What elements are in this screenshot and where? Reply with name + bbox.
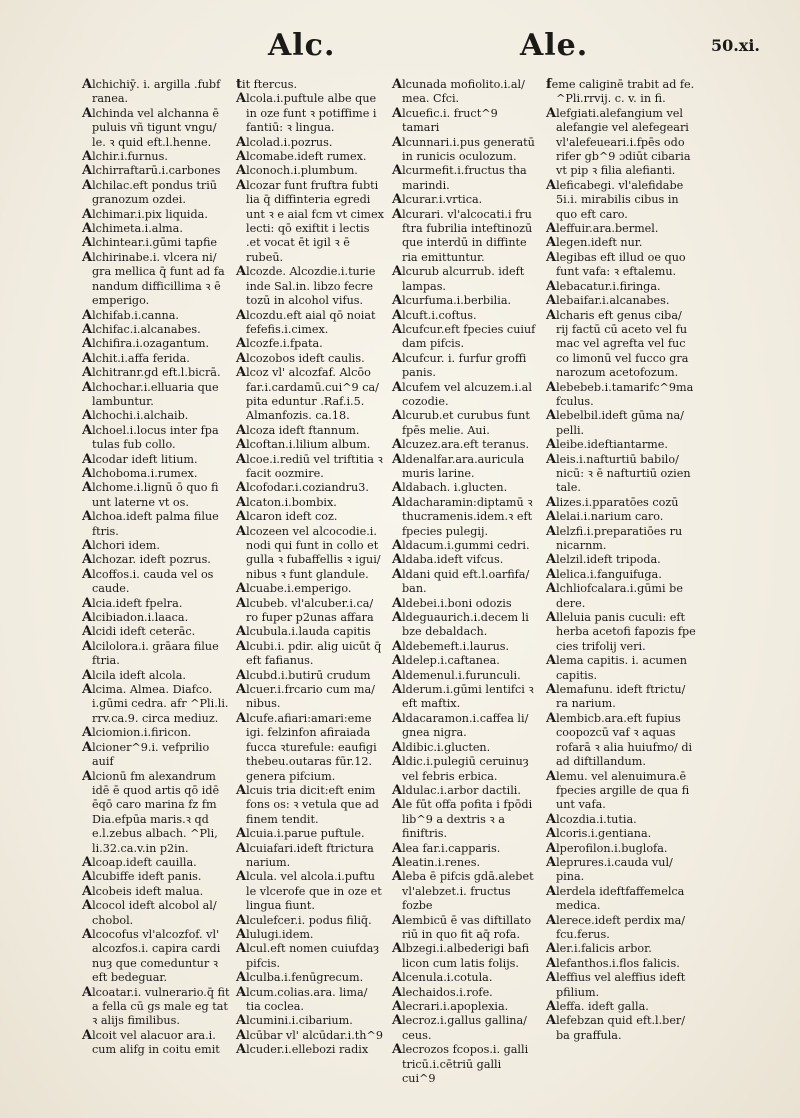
glossary-entry: Alchoa.ideft palma filue ftris. [82, 509, 219, 538]
glossary-entry: Alcenula.i.cotula. [392, 970, 493, 986]
glossary-entry: Alcufem vel alcuzem.i.al cozodie. [392, 379, 532, 408]
glossary-entry: Alebaifar.i.alcanabes. [546, 293, 670, 309]
glossary-entry: Alcurfuma.i.berbilia. [392, 293, 512, 309]
glossary-entry: Alcola.i.puftule albe que in oze funt ꝛ potiffime i fantiū: ꝛ lingua. [236, 91, 377, 135]
glossary-entry: Aldabach. i.glucten. [392, 480, 508, 496]
glossary-entry: Aler.i.falicis arbor. [546, 941, 652, 957]
glossary-entry: Alcuia.i.parue puftule. [236, 826, 365, 842]
glossary-entry: Alecrari.i.apoplexia. [392, 999, 509, 1014]
glossary-entry: Alcurari. vl'alcocati.i fru ftra fubrilia inteftinozū que interdū in diffinte ria emittuntur. [392, 206, 533, 264]
glossary-entry: Alcula. vel alcola.i.puftu le vlcerofe que in oze et lingua fiunt. [236, 869, 382, 913]
glossary-entry: Alcioner^9.i. vefprilio auif [82, 739, 210, 769]
glossary-entry: Alemu. vel alenuimura.ē fpecies argille de qua fi unt vafa. [546, 768, 690, 812]
glossary-entry: Alcozar funt fruftra fubti lia q̄ diffinteria egredi unt ꝛ e aial fcm vt cimex lecti: qō exiftit i lectis .et vocat ēt igil ꝛ ē rubeū. [236, 177, 384, 264]
glossary-entry: Alchichiȳ. i. argilla .fubf ranea. [82, 77, 221, 106]
glossary-entry: Aldacum.i.gummi cedri. [392, 538, 530, 553]
glossary-entry: Aldebei.i.boni odozis [392, 595, 512, 611]
glossary-entry: Alcoatar.i. vulnerario.q̄ fit a fella cū gs male eg tat ꝛ alijs fimilibus. [82, 984, 230, 1028]
glossary-entry: Alemafunu. ideft ftrictu/ ra narium. [546, 682, 686, 711]
glossary-entry: Aldaba.ideft vifcus. [392, 552, 504, 568]
glossary-entry: Alchit.i.affa ferida. [82, 350, 190, 366]
glossary-entry: Alcufe.afiari:amari:eme igi. felzinfon afiraiada fucca ꝛturefule: eaufigi thebeu.outaras fūr.12. genera pifcium. [236, 710, 377, 783]
glossary-entry: Alcidi ideft ceterāc. [82, 624, 196, 640]
glossary-entry: Alema capitis. i. acumen capitis. [546, 653, 687, 682]
glossary-entry: Alcoit vel alacuor ara.i. cum alifg in coitu emit [82, 1027, 220, 1057]
glossary-entry: Alcubi.i. pdir. alig uicūt q̄ eft fafianus. [236, 638, 382, 668]
glossary-entry: Alebacatur.i.firinga. [546, 278, 661, 294]
glossary-entry: Alebelbil.ideft gūma na/ pelli. [546, 408, 684, 437]
glossary-entry: Alcuft.i.coftus. [392, 307, 477, 323]
glossary-entry: Alperofilon.i.buglofa. [546, 840, 668, 856]
glossary-entry: Alcufcur.eft fpecies cuiuf dam pifcis. [392, 321, 536, 351]
glossary-entry: Alchimar.i.pix liquida. [82, 206, 208, 222]
glossary-entry: Alcoza ideft ftannum. [236, 422, 360, 438]
glossary-entry: Aldemenul.i.furunculi. [392, 667, 521, 683]
glossary-entry: Alchintear.i.gūmi tapfie [82, 235, 218, 251]
glossary-entry: Alchliofcalara.i.gūmi be dere. [546, 581, 683, 610]
glossary-entry: Aldulac.i.arbor dactili. [392, 782, 521, 798]
glossary-entry: Alchori idem. [82, 538, 160, 553]
glossary-entry: Alelzil.ideft tripoda. [546, 552, 661, 568]
glossary-entry: Alchirinabe.i. vlcera ni/ gra mellica q̄ funt ad fa nandum difficillima ꝛ ē emperigo. [82, 249, 225, 308]
glossary-entry: Aleprures.i.cauda vul/ pina. [546, 854, 673, 884]
glossary-entry: Alcurub alcurrub. ideft lampas. [392, 264, 525, 293]
glossary-entry: Alcila ideft alcola. [82, 667, 186, 683]
folio-number: 50.xi. [710, 36, 760, 55]
text-column-3 [392, 78, 538, 1086]
glossary-entry: Alefebzan quid eft.l.ber/ ba graffula. [546, 1013, 686, 1042]
glossary-entry: Alcia.ideft fpelra. [82, 595, 183, 611]
glossary-entry: Alleluia panis cuculi: eft herba acetofi fapozis fpe cies trifolij veri. [546, 610, 696, 653]
glossary-entry: Alcuder.i.ellebozi radix [236, 1042, 369, 1058]
glossary-entry: Alecrozos fcopos.i. galli tricū.i.cētriū galli cui^9 [392, 1042, 529, 1086]
glossary-entry: Alcoffos.i. cauda vel os caude. [82, 566, 214, 596]
glossary-entry: Alchinda vel alchanna ē puluis vñ tigunt vngu/ le. ꝛ quid eft.l.henne. [82, 105, 220, 149]
glossary-entry: Alcuiafari.ideft ftrictura narium. [236, 840, 374, 869]
glossary-entry: Alcima. Almea. Diafco. i.gūmi cedra. afr ^Pli.li. rrv.ca.9. circa mediuz. [82, 682, 229, 725]
glossary-entry: Alegen.ideft nur. [546, 235, 643, 251]
glossary-entry: Alizes.i.pparatōes cozū [546, 494, 679, 510]
glossary-entry: Aldibic.i.glucten. [392, 739, 491, 755]
glossary-entry: Alcoftan.i.lilium album. [236, 437, 371, 453]
glossary-entry: Alcobeis ideft malua. [82, 883, 204, 899]
glossary-entry: Alchilac.eft pondus triū granozum ozdei. [82, 177, 217, 207]
glossary-entry: Alcoz vl' alcozfaf. Alcōo far.i.cardamū.cui^9 ca/ pita eduntur .Raf.i.5. Almanfozis. ca.18. [236, 365, 379, 423]
glossary-entry: Alcodar ideft litium. [82, 451, 198, 467]
glossary-entry: Alchirraftarū.i.carbones [82, 163, 221, 179]
running-head-left: Alc. [268, 28, 336, 63]
text-column-4 [546, 78, 696, 1043]
glossary-entry: Aldeguaurich.i.decem li bze debaldach. [392, 610, 529, 639]
glossary-entry: Aldebemeft.i.laurus. [392, 638, 510, 654]
glossary-entry: Aleba ē pifcis gdā.alebet vl'alebzet.i. fructus fozbe [392, 869, 534, 913]
glossary-entry: Alcofodar.i.cozіandru3. [236, 480, 369, 496]
glossary-entry: Alcubeb. vl'alcuber.i.ca/ ro fuper p2unas affara [236, 595, 374, 625]
glossary-entry: Alculefcer.i. podus filiq̄. [236, 912, 372, 928]
glossary-entry: Alcomabe.ideft rumex. [236, 149, 367, 165]
glossary-entry: Alcuabe.i.emperigo. [236, 581, 352, 597]
glossary-entry: Alcaron ideft coz. [236, 509, 338, 525]
glossary-entry: Alcharis eft genus ciba/ rij factū cū aceto vel fu mac vel agrefta vel fuc co limonū vel fucco gra narozum acetofozum. [546, 307, 689, 380]
glossary-entry: Alefanthos.i.flos falicis. [546, 955, 680, 971]
glossary-entry: tit ftercus. [236, 77, 298, 92]
glossary-entry: Alcilolora.i. grāara filue ftria. [82, 638, 219, 668]
glossary-entry: Alcibiadon.i.laaca. [82, 610, 189, 626]
glossary-entry: Alcubula.i.lauda capitis [236, 624, 371, 640]
glossary-entry: Alcurub.et curubus funt fpēs melie. Aui. [392, 408, 530, 437]
glossary-entry: Alcubiffe ideft panis. [82, 869, 202, 885]
glossary-entry: Alefgiati.alefangium vel alefangie vel alefegeari vl'alefeueari.i.fpēs odo rifer gb^9 ɔdiūt cibaria vt pip ꝛ filia alefianti. [546, 105, 691, 178]
glossary-entry: Aleis.i.nafturtiū babilo/ nicū: ꝛ ē nafturtiū ozien tale. [546, 451, 691, 495]
glossary-entry: Alea far.i.capparis. [392, 840, 501, 856]
glossary-entry: Alcionū fm alexandrum idē ē quod artis qō idē ēqō caro marina fz fm Dia.efpūa maris.ꝛ qd e.l.zebus albach. ^Pli, li.32.ca.v.in p2in. [82, 768, 220, 855]
glossary-entry: Alcozobos ideft caulis. [236, 350, 365, 366]
glossary-entry: Alelai.i.narium caro. [546, 509, 664, 525]
glossary-entry: Alcuefic.i. fruct^9 tamari [392, 105, 498, 135]
glossary-entry: Alcoe.i.rediū vel triftitia ꝛ facit oozmire. [236, 451, 383, 480]
glossary-entry: Alcozde. Alcozdie.i.turie inde Sal.in. libzo fecre tozū in alcohol vifus. [236, 264, 376, 308]
glossary-entry: Alembicū ē vas diftillato riū in quo fit aq̄ rofa. [392, 912, 532, 941]
glossary-entry: Alcocol ideft alcobol al/ chobol. [82, 898, 217, 927]
glossary-entry: Alchifira.i.ozagantum. [82, 336, 210, 352]
glossary-entry: Alebebeb.i.tamarifc^9ma fculus. [546, 379, 694, 408]
glossary-entry: Aleibe.ideftiantarme. [546, 437, 668, 453]
glossary-entry: Alculba.i.fenūgrecum. [236, 970, 364, 986]
glossary-entry: Alulugi.idem. [236, 926, 314, 942]
glossary-entry: Alechaidos.i.rofe. [392, 984, 493, 1000]
glossary-entry: Alcūbar vl' alcūdar.i.th^9 [236, 1027, 383, 1043]
glossary-entry: Aldelep.i.caftanea. [392, 653, 500, 669]
glossary-entry: Alcuzez.ara.eft teranus. [392, 437, 530, 453]
glossary-entry: Alchochi.i.alchaib. [82, 408, 189, 424]
glossary-entry: Alchoel.i.locus inter fpa tulas fub collo. [82, 422, 219, 452]
glossary-entry: Alcozdu.eft aial qō noiat fefefis.i.cimex. [236, 307, 376, 336]
glossary-entry: Alcubd.i.butirū crudum [236, 667, 371, 683]
glossary-entry: Alcunnari.i.pus generatū in runicis oculozum. [392, 134, 535, 164]
glossary-entry: Alcozfe.i.fpata. [236, 336, 323, 352]
glossary-entry: Alcul.eft nomen cuiufdaȝ pifcis. [236, 941, 380, 970]
glossary-entry: Alchozar. ideft pozrus. [82, 552, 211, 568]
glossary-entry: Alcozeen vel alcocodie.i. nodi qui funt in collo et gulla ꝛ fubaffellis ꝛ igui/ nibus ꝛ funt glandule. [236, 523, 381, 581]
glossary-entry: Aldacharamin:diptamū ꝛ thucramenis.idem.ꝛ eft fpecies pulegij. [392, 494, 533, 538]
glossary-entry: Alelzfi.i.preparatiōes ru nicarnm. [546, 523, 683, 552]
glossary-entry: Aldani quid eft.l.oarfifa/ ban. [392, 566, 530, 596]
glossary-entry: Aleffius vel aleffius ideft pfilium. [546, 970, 686, 999]
glossary-entry: Aldic.i.pulegiū ceruinuȝ vel febris erbica. [392, 754, 529, 783]
glossary-entry: Aleffuir.ara.bermel. [546, 221, 659, 237]
glossary-entry: Alerece.ideft perdix ma/ fcu.ferus. [546, 912, 686, 941]
glossary-entry: Aldacaramon.i.caffea li/ gnea nigra. [392, 710, 529, 740]
glossary-entry: Aleficabegi. vl'alefidabe 5i.i. mirabilis cibus in quo eft caro. [546, 177, 684, 221]
glossary-entry: Ale fūt offa pofita i fpōdi lib^9 a dextris ꝛ a finiftris. [392, 797, 533, 841]
glossary-entry: Alchimeta.i.alma. [82, 221, 183, 237]
glossary-entry: Aleffa. ideft galla. [546, 999, 649, 1014]
glossary-entry: Aldenalfar.ara.auricula muris larine. [392, 451, 525, 480]
glossary-entry: Alderum.i.gūmi lentifci ꝛ eft maftix. [392, 682, 534, 711]
glossary-entry: Alchochar.i.elluaria que lambuntur. [82, 379, 219, 408]
glossary-entry: Alegibas eft illud oe quo funt vafa: ꝛ eftalemu. [546, 249, 686, 279]
glossary-entry: Alcozdia.i.tutia. [546, 811, 637, 827]
glossary-entry: Alcaton.i.bombix. [236, 494, 337, 510]
glossary-entry: Alcurmefit.i.fructus tha marindi. [392, 163, 527, 192]
glossary-entry: Alcufcur. i. furfur groffi panis. [392, 350, 527, 380]
glossary-entry: Alchifab.i.canna. [82, 307, 179, 323]
glossary-entry: Alchoboma.i.rumex. [82, 465, 198, 481]
glossary-entry: Alchir.i.furnus. [82, 149, 168, 165]
glossary-entry: Aleatin.i.renes. [392, 854, 481, 870]
glossary-entry: Alcumini.i.cibarium. [236, 1013, 353, 1029]
glossary-entry: Alcocofus vl'alcozfof. vl' alcozfos.i. capira cardi nuȝ que comeduntur ꝛ eft bedeguar. [82, 926, 221, 985]
running-head-right: Ale. [520, 28, 589, 63]
glossary-entry: Alembicb.ara.eft fupius coopozcū vaf ꝛ aquas rofarā ꝛ alia huiufmo/ di ad diftillandum. [546, 710, 693, 769]
glossary-entry: feme caliginē trabit ad fe. ^Pli.rrvij. c. v. in fi. [546, 77, 695, 106]
glossary-entry: Alciomion.i.firicon. [82, 725, 192, 741]
glossary-entry: Alchitranr.gd eft.l.bicrā. [82, 365, 221, 381]
glossary-entry: Alconoch.i.plumbum. [236, 163, 358, 179]
glossary-entry: Alerdela ideftfaffemelca medica. [546, 883, 685, 913]
glossary-entry: Alelica.i.fanguifuga. [546, 566, 662, 582]
glossary-entry: Alchome.i.lignū ō quo fi unt laterne vt os. [82, 480, 219, 509]
glossary-entry: Alcunada mofiolito.i.al/ mea. Cfci. [392, 77, 525, 106]
glossary-entry: Alcuis tria dicit:eft enim fons os: ꝛ vetula que ad finem tendit. [236, 782, 379, 826]
text-column-1 [82, 78, 230, 1058]
glossary-entry: Alecroz.i.gallus gallina/ ceus. [392, 1013, 527, 1042]
glossary-entry: Alcoap.ideft cauilla. [82, 854, 197, 870]
text-column-2 [236, 78, 384, 1058]
glossary-entry: Alcurar.i.vrtica. [392, 192, 483, 208]
glossary-entry: Alchifac.i.alcanabes. [82, 321, 201, 337]
glossary-entry: Albzegi.i.albederigi bafi licon cum latis folijs. [392, 941, 530, 970]
glossary-entry: Alcuer.i.frcario cum ma/ nibus. [236, 682, 375, 711]
glossary-entry: Alcolad.i.pozrus. [236, 134, 333, 150]
glossary-entry: Alcoris.i.gentiana. [546, 826, 652, 842]
glossary-entry: Alcum.colias.ara. lima/ tia coclea. [236, 984, 368, 1013]
